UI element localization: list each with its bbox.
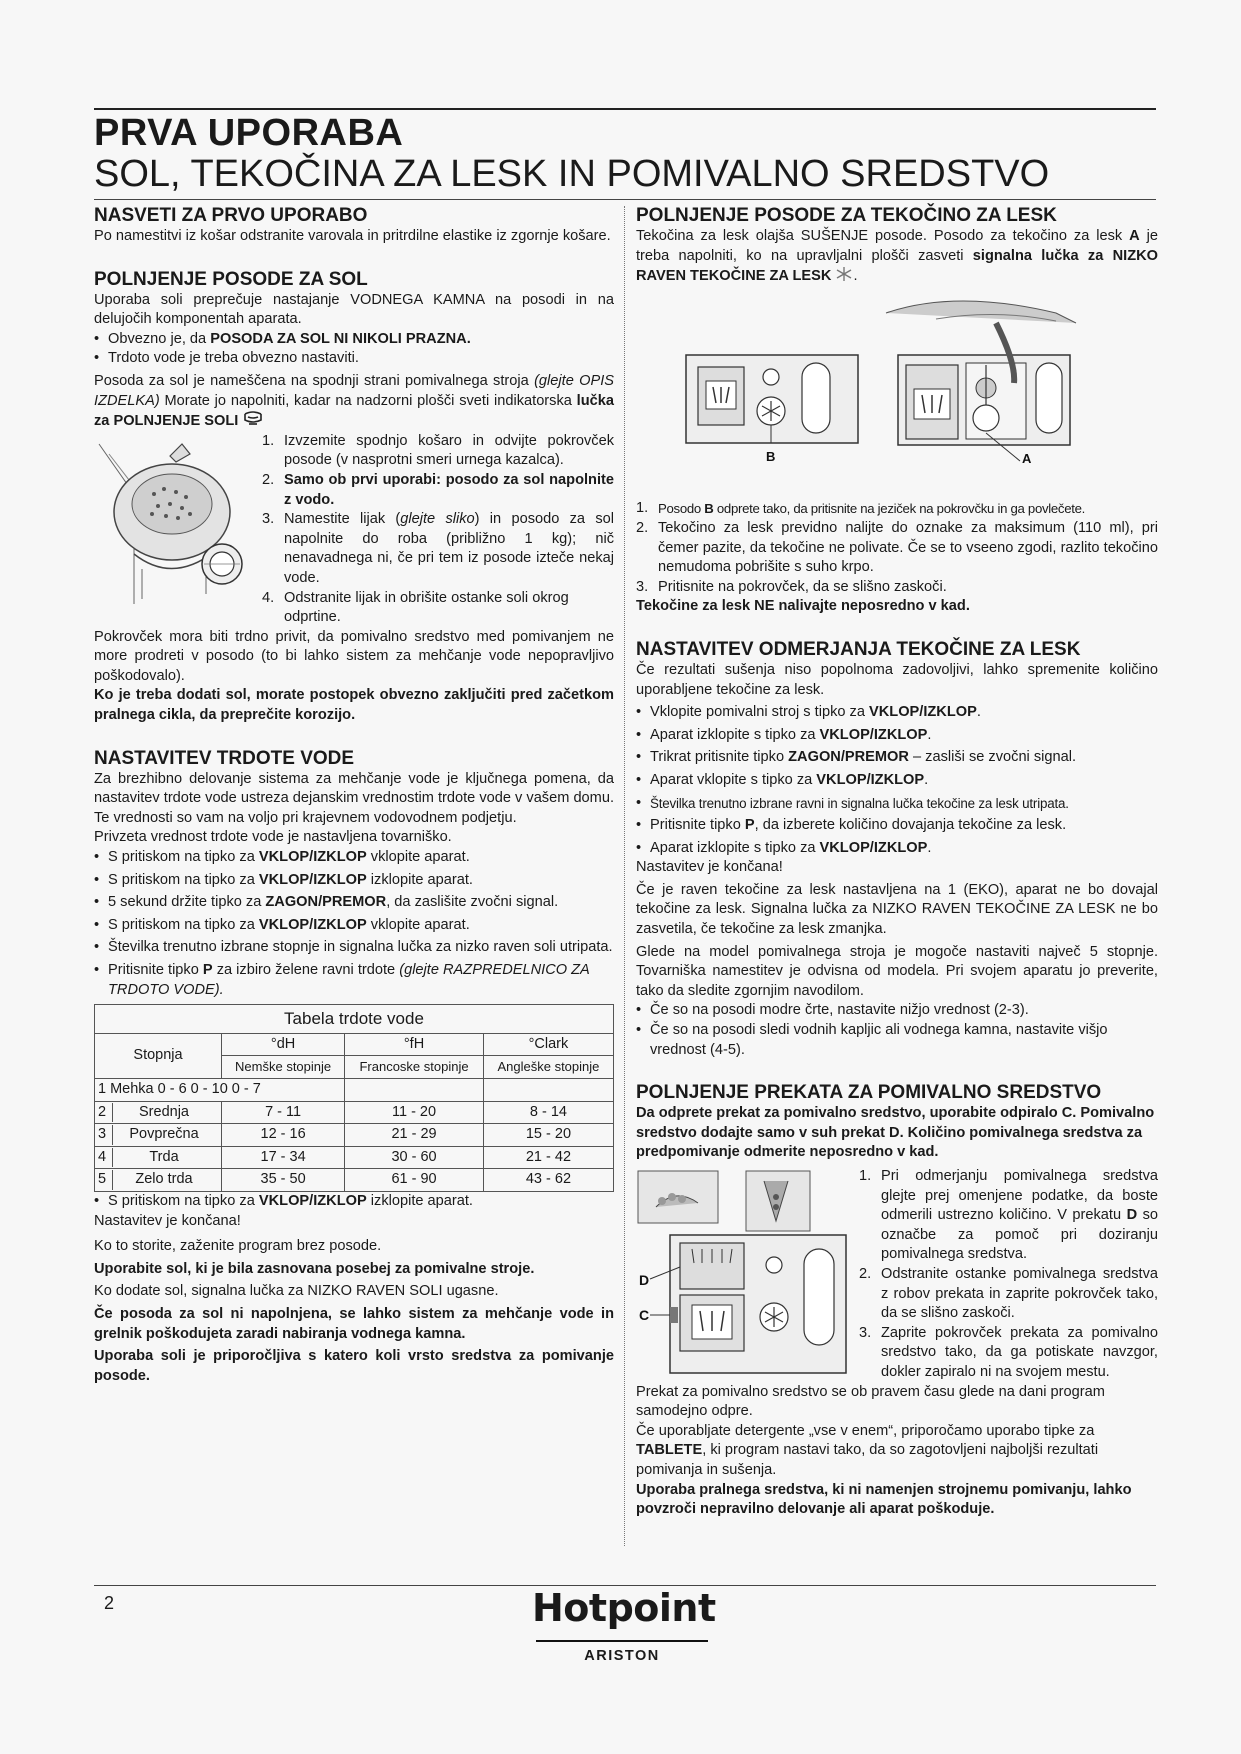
right-column <box>636 205 1158 1520</box>
list-item: 2. Samo ob prvi uporabi: posodo za sol napolnite z vodo. <box>262 471 614 508</box>
page-number: 2 <box>104 1593 115 1613</box>
table-header: Nemške stopinje <box>222 1056 345 1079</box>
section-heading-hardness: NASTAVITEV TRDOTE VODE <box>94 747 355 769</box>
setting-done: Nastavitev je končana! <box>94 1212 241 1229</box>
detergent-tabs-note: Če uporabljate detergente „vse v enem“, priporočamo uporabo tipke za TABLETE, ki program nastavi tako, da so zagotovljeni najboljši rezultati pomivanja in sušenja. <box>636 1422 1099 1478</box>
table-row: 4 Trda 17 - 34 30 - 60 21 - 42 <box>95 1146 614 1169</box>
label-d: D <box>639 1272 650 1288</box>
list-item: • Pritisnite tipko P, da izberete količino dovajanja tekočine za lesk. <box>636 817 1067 834</box>
left-column <box>94 205 614 1386</box>
list-item: • S pritiskom na tipko za VKLOP/IZKLOP vklopite aparat. <box>94 849 470 866</box>
table-caption: Tabela trdote vode <box>95 1005 614 1034</box>
table-header: °dH <box>222 1033 345 1056</box>
page-subtitle: SOL, TEKOČINA ZA LESK IN POMIVALNO SREDSTVO <box>94 153 1050 195</box>
detergent-dispenser-illustration <box>636 1167 851 1377</box>
list-item: 3. Namestite lijak (glejte sliko) in posodo za sol napolnite do roba (približno 1 kg); nič nenavadnega ni, če pri tem iz posode izteče nekaj vode. <box>262 511 614 586</box>
section-heading-rinse-aid: POLNJENJE POSODE ZA TEKOČINO ZA LESK <box>636 205 1057 226</box>
rinse-setting-done: Nastavitev je končana! <box>636 859 783 876</box>
section-heading-detergent: POLNJENJE PREKATA ZA POMIVALNO SREDSTVO <box>636 1082 1102 1104</box>
title-rule <box>94 199 1156 200</box>
salt-lamp-note: Ko dodate sol, signalna lučka za NIZKO RAVEN SOLI ugasne. <box>94 1283 499 1300</box>
list-item: • Trdoto vode je treba obvezno nastaviti. <box>94 350 359 367</box>
list-item: • S pritiskom na tipko za VKLOP/IZKLOP izklopite aparat. <box>94 871 473 888</box>
rinse-model-note: Glede na model pomivalnega stroja je mogoče nastaviti največ 5 stopnje. Tovarniška namestitev je odvisna od modela. Pri svojem aparatu jo preverite, tako da sledite zgornjim navodilom. <box>636 943 1158 999</box>
table-header: °fH <box>345 1033 484 1056</box>
table-row: 2 Srednja 7 - 11 11 - 20 8 - 14 <box>95 1101 614 1124</box>
page-title: PRVA UPORABA <box>94 112 404 154</box>
section-heading-rinse-dosage: NASTAVITEV ODMERJANJA TEKOČINE ZA LESK <box>636 638 1081 660</box>
label-a: A <box>1022 450 1032 466</box>
rinse-dosage-intro: Če rezultati sušenja niso popolnoma zadovoljivi, lahko spremenite količino uporabljene tekočine za lesk. <box>636 661 1158 698</box>
list-item: 2. Odstranite ostanke pomivalnega sredstva z robov prekata in zaprite pokrovček tako, da se slišno zaskoči. <box>859 1265 1158 1322</box>
list-item: • Aparat izklopite s tipko za VKLOP/IZKLOP. <box>636 726 932 743</box>
list-item: • 5 sekund držite tipko za ZAGON/PREMOR, da zaslišite zvočni signal. <box>94 894 559 911</box>
list-item: • Številka trenutno izbrane stopnje in signalna lučka za nizko raven soli utripata. <box>94 939 613 956</box>
section-heading-first-use: NASVETI ZA PRVO UPORABO <box>94 205 368 226</box>
rinse-aid-warning: Tekočine za lesk NE nalivajte neposredno v kad. <box>636 598 970 615</box>
rinse-aid-intro: Tekočina za lesk olajša SUŠENJE posode. Posodo za tekočino za lesk A je treba napolniti, ko na upravljalni plošči zasveti signalna lučka za NIZKO RAVEN TEKOČINE ZA LESK . <box>636 228 1158 285</box>
salt-warning-3: Uporaba soli je priporočljiva s katero koli vrsto sredstva za pomivanje posode. <box>94 1348 614 1384</box>
salt-indicator-icon <box>242 411 264 427</box>
brand-logo: Hotpoint <box>532 1586 716 1630</box>
salt-funnel-illustration <box>94 434 254 609</box>
list-item: • Aparat vklopite s tipko za VKLOP/IZKLOP. <box>636 771 929 788</box>
salt-location: Posoda za sol je nameščena na spodnji strani pomivalnega stroja (glejte OPIS IZDELKA) Morate jo napolniti, kadar na nadzorni plošči sveti indikatorska lučka za POLNJENJE SOLI <box>94 372 614 430</box>
list-item: • Vklopite pomivalni stroj s tipko za VKLOP/IZKLOP. <box>636 704 981 721</box>
list-item: • S pritiskom na tipko za VKLOP/IZKLOP vklopite aparat. <box>94 916 470 933</box>
run-empty: Ko to storite, zaženite program brez posode. <box>94 1238 382 1255</box>
list-item: • Če so na posodi sledi vodnih kapljic ali vodnega kamna, nastavite višjo vrednost (4-5). <box>636 1022 1108 1058</box>
list-item: • Pritisnite tipko P za izbiro želene ravni trdote (glejte RAZPREDELNICO ZA TRDOTO VODE). <box>94 962 590 998</box>
list-item: 2. Tekočino za lesk previdno nalijte do oznake za maksimum (110 ml), pri čemer pazite, da tekočine ne polivate. Če se to vseeno zgodi, razlito tekočino nemudoma pobrišite s suho krpo. <box>636 519 1158 576</box>
table-row: 1 Mehka 0 - 6 0 - 10 0 - 7 <box>95 1078 345 1101</box>
list-item: • Trikrat pritisnite tipko ZAGON/PREMOR – zasliši se zvočni signal. <box>636 749 1077 766</box>
detergent-auto-note: Prekat za pomivalno sredstvo se ob pravem času glede na dani program samodejno odpre. <box>636 1383 1105 1420</box>
brand-underline <box>536 1640 708 1642</box>
salt-warning-2: Če posoda za sol ni napolnjena, se lahko sistem za mehčanje vode in grelnik poškodujeta zaradi nabiranja vodnega kamna. <box>94 1305 614 1342</box>
salt-warning: Ko je treba dodati sol, morate postopek obvezno zaključiti pred začetkom pralnega cikla, da preprečite korozijo. <box>94 687 614 724</box>
hardness-intro: Za brezhibno delovanje sistema za mehčanje vode je ključnega pomena, da nastavitev trdote vode ustreza dejanskim vrednostim trdote vode v vašem domu. Te vrednosti so vam na voljo pri krajevnem vodovodnem podjetju. <box>94 770 614 826</box>
detergent-warning: Uporaba pralnega sredstva, ki ni namenjen strojnemu pomivanju, lahko povzroči nepravilno delovanje ali aparat poškoduje. <box>636 1481 1132 1518</box>
salt-intro: Uporaba soli preprečuje nastajanje VODNEGA KAMNA na posodi in na delujočih komponentah aparata. <box>94 291 614 328</box>
brand-subtitle: ARISTON <box>584 1648 660 1664</box>
table-header: Stopnja <box>95 1033 222 1078</box>
list-item: 1. Pri odmerjanju pomivalnega sredstva glejte prej omenjene podatke, da boste odmerili ustrezno količino. V prekatu D so označbe za pomoč pri doziranju pomivalnega sredstva. <box>859 1168 1158 1263</box>
rinse-aid-dispenser-illustration <box>636 293 1156 489</box>
list-item: • Aparat izklopite s tipko za VKLOP/IZKLOP. <box>636 839 932 856</box>
table-header: Angleške stopinje <box>483 1056 613 1079</box>
rinse-aid-indicator-icon <box>835 266 853 282</box>
list-item: • Številka trenutno izbrane ravni in signalna lučka tekočine za lesk utripata. <box>636 794 1069 811</box>
list-item: • Če so na posodi modre črte, nastavite nižjo vrednost (2-3). <box>636 1002 1029 1019</box>
list-item: 1. Izvzemite spodnjo košaro in odvijte pokrovček posode (v nasprotni smeri urnega kazalca). <box>262 432 614 469</box>
rinse-eco-note: Če je raven tekočine za lesk nastavljena na 1 (EKO), aparat ne bo dovajal tekočine za lesk. Signalna lučka za NIZKO RAVEN TEKOČINE ZA LESK ne bo zasvetila, če tekočine za lesk zmanjka. <box>636 881 1158 938</box>
use-salt-note: Uporabite sol, ki je bila zasnovana posebej za pomivalne stroje. <box>94 1260 535 1277</box>
column-divider <box>624 206 625 1546</box>
list-item: • Obvezno je, da POSODA ZA SOL NI NIKOLI PRAZNA. <box>94 330 471 347</box>
list-item: 1. Posodo B odprete tako, da pritisnite na jeziček na pokrovčku in ga povlečete. <box>636 500 1086 517</box>
table-header: °Clark <box>483 1033 613 1056</box>
water-hardness-table <box>94 1004 614 1192</box>
table-row: 5 Zelo trda 35 - 50 61 - 90 43 - 62 <box>95 1169 614 1192</box>
first-use-text: Po namestitvi iz košar odstranite varovala in pritrdilne elastike iz zgornje košare. <box>94 228 611 244</box>
list-item: 3. Pritisnite na pokrovček, da se slišno zaskoči. <box>636 578 947 595</box>
hardness-factory: Privzeta vrednost trdote vode je nastavljena tovarniško. <box>94 829 452 846</box>
table-row: 3 Povprečna 12 - 16 21 - 29 15 - 20 <box>95 1124 614 1147</box>
detergent-intro: Da odprete prekat za pomivalno sredstvo, uporabite odpiralo C. Pomivalno sredstvo dodajte samo v suh prekat D. Količino pomivalnega sredstva za predpomivanje odmerite neposredno v kad. <box>636 1105 1155 1161</box>
salt-cap-note: Pokrovček mora biti trdno privit, da pomivalno sredstvo med pomivanjem ne more prodreti v posodo (to bi lahko sistem za mehčanje vode nepopravljivo poškodovalo). <box>94 628 614 684</box>
section-heading-salt: POLNJENJE POSODE ZA SOL <box>94 268 368 290</box>
table-header: Francoske stopinje <box>345 1056 484 1079</box>
list-item: 3. Zaprite pokrovček prekata za pomivalno sredstvo tako, da ga potiskate navzgor, dokler zapiralo ni na svojem mestu. <box>859 1324 1158 1380</box>
list-item: 4. Odstranite lijak in obrišite ostanke soli okrog odprtine. <box>262 589 569 626</box>
label-b: B <box>766 448 776 464</box>
label-c: C <box>639 1307 650 1323</box>
list-item: • S pritiskom na tipko za VKLOP/IZKLOP izklopite aparat. <box>94 1192 473 1209</box>
